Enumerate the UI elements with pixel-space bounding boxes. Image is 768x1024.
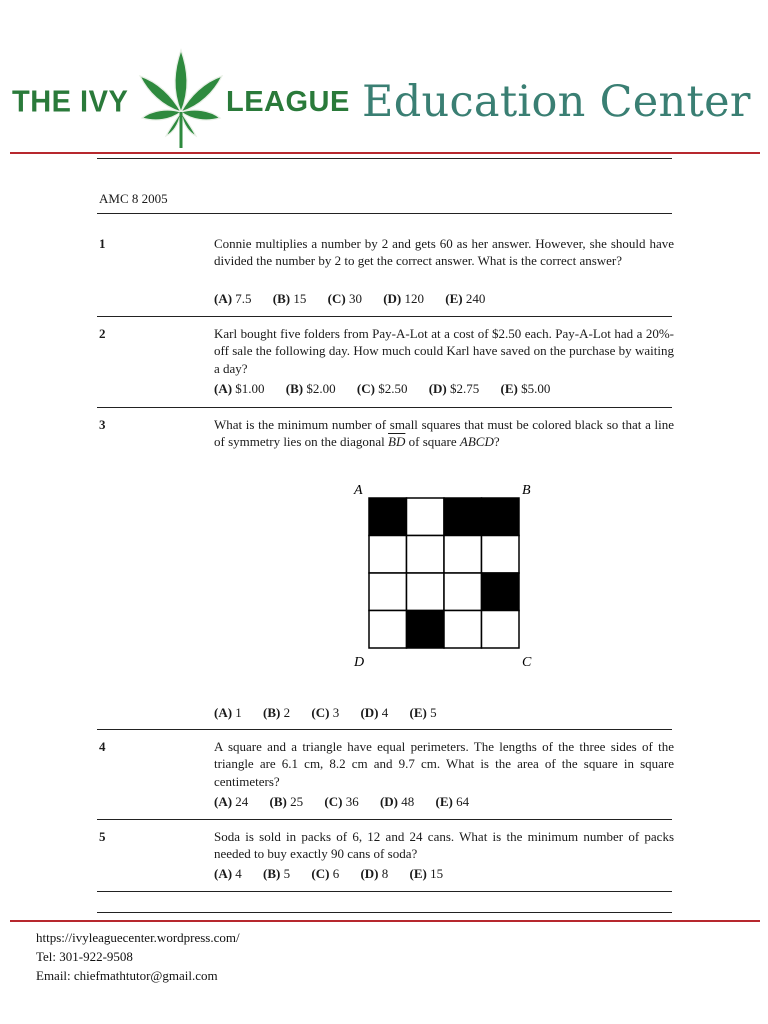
choice-e: (E) 64 xyxy=(435,794,470,809)
footer-contact xyxy=(36,928,240,985)
bottom-rule xyxy=(97,912,672,913)
choice-a: (A) 24 xyxy=(214,794,249,809)
corner-label-b: B xyxy=(522,483,531,498)
footer-email[interactable]: Email: chiefmathtutor@gmail.com xyxy=(36,968,218,983)
footer-divider xyxy=(10,920,760,922)
grid-cell-black xyxy=(369,498,407,536)
choice-a: (A) 4 xyxy=(214,866,242,881)
choice-d: (D) 48 xyxy=(379,794,415,809)
choice-a: (A) 1 xyxy=(214,705,242,720)
grid-cell-white xyxy=(482,611,520,649)
title-rule xyxy=(97,213,672,214)
question-number: 5 xyxy=(99,829,106,844)
choice-d: (D) 8 xyxy=(360,866,389,881)
choice-a: (A) 7.5 xyxy=(214,291,252,306)
question-number: 1 xyxy=(99,236,106,251)
choice-d: (D) $2.75 xyxy=(428,381,480,396)
cannabis-leaf-icon xyxy=(136,46,226,150)
answer-choices xyxy=(214,291,503,307)
choice-b: (B) 5 xyxy=(263,866,291,881)
question-rule xyxy=(97,316,672,317)
logo-text-left: THE IVY xyxy=(12,85,129,119)
choice-b: (B) $2.00 xyxy=(285,381,336,396)
grid-cell-white xyxy=(369,611,407,649)
choice-b: (B) 25 xyxy=(269,794,304,809)
answer-choices xyxy=(214,381,568,397)
header-divider xyxy=(10,152,760,154)
grid-cell-white xyxy=(369,573,407,611)
grid-cell-white xyxy=(369,536,407,574)
choice-c: (C) 6 xyxy=(311,866,340,881)
choice-b: (B) 15 xyxy=(272,291,307,306)
choice-a: (A) $1.00 xyxy=(214,381,265,396)
question-text: Connie multiplies a number by 2 and gets 60 as her answer. However, she should have divided the number by 2 to get the correct answer. What is the correct answer? xyxy=(214,236,674,269)
question-text: A square and a triangle have equal perimeters. The lengths of the three sides of the triangle are 6.1 cm, 8.2 cm and 9.7 cm. What is the area of the square in square centimeters? xyxy=(214,739,674,789)
choice-e: (E) 240 xyxy=(445,291,486,306)
grid-cell-white xyxy=(407,573,445,611)
grid-cell-white xyxy=(482,536,520,574)
choice-e: (E) 15 xyxy=(409,866,444,881)
footer-url[interactable]: https://ivyleaguecenter.wordpress.com/ xyxy=(36,930,240,945)
choice-e: (E) 5 xyxy=(409,705,437,720)
doc-title: AMC 8 2005 xyxy=(99,191,168,206)
question-number: 4 xyxy=(99,739,106,754)
question-number: 3 xyxy=(99,417,106,432)
grid-cell-white xyxy=(407,536,445,574)
grid-cell-black xyxy=(407,611,445,649)
question-rule xyxy=(97,407,672,408)
grid-cell-white xyxy=(444,573,482,611)
choice-c: (C) 3 xyxy=(311,705,340,720)
question-rule xyxy=(97,729,672,730)
choice-c: (C) $2.50 xyxy=(356,381,408,396)
choice-e: (E) $5.00 xyxy=(500,381,551,396)
corner-label-d: D xyxy=(354,655,365,670)
footer-tel: Tel: 301-922-9508 xyxy=(36,949,133,964)
grid-cell-white xyxy=(444,611,482,649)
grid-cell-white xyxy=(407,498,445,536)
choice-b: (B) 2 xyxy=(263,705,291,720)
question-text: What is the minimum number of small squares that must be colored black so that a line of symmetry lies on the diagonal $\overline{BD}$ of square ABCD? xyxy=(214,417,674,450)
grid-cell-white xyxy=(444,536,482,574)
question-rule xyxy=(97,891,672,892)
corner-label-c: C xyxy=(522,655,532,670)
choice-c: (C) 36 xyxy=(324,794,359,809)
grid-cell-black xyxy=(444,498,482,536)
question-number: 2 xyxy=(99,326,106,341)
choice-d: (D) 4 xyxy=(360,705,389,720)
symmetry-figure xyxy=(352,480,542,670)
answer-choices xyxy=(214,866,461,882)
question-text: Soda is sold in packs of 6, 12 and 24 cans. What is the minimum number of packs needed to buy exactly 90 cans of soda? xyxy=(214,829,674,862)
logo-text-right: LEAGUE xyxy=(226,86,350,118)
question-rule xyxy=(97,819,672,820)
top-rule xyxy=(97,158,672,159)
corner-label-a: A xyxy=(354,483,363,498)
choice-d: (D) 120 xyxy=(383,291,424,306)
grid-cell-black xyxy=(482,498,520,536)
grid-cell-black xyxy=(482,573,520,611)
question-text: Karl bought five folders from Pay-A-Lot at a cost of $2.50 each. Pay-A-Lot had a 20%-off sale the following day. How much could Karl have saved on the purchase by waiting a day? xyxy=(214,326,674,376)
answer-choices xyxy=(214,794,487,810)
choice-c: (C) 30 xyxy=(327,291,362,306)
answer-choices xyxy=(214,705,455,721)
education-center-title: Education Center xyxy=(362,77,751,127)
